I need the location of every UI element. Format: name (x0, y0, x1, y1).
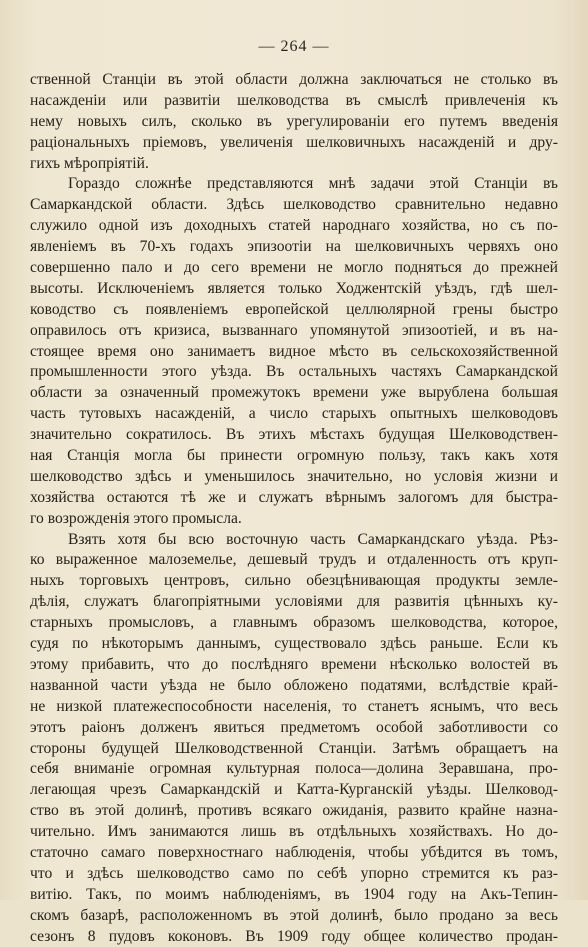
text-line: хозяйства остаются тѣ же и служатъ вѣрнымъ залогомъ для быстра- (30, 488, 558, 506)
text-line: стороны будущей Шелководственной Станціи. Затѣмъ обращаетъ на (30, 739, 558, 757)
text-line: ственной Станціи въ этой области должна заключаться не столько въ (30, 71, 558, 88)
text-line: гихъ мѣропріятій. (30, 154, 149, 172)
text-line: совершенно пало и до сего времени не могло подняться до прежней (30, 259, 558, 277)
text-line: нему новыхъ силъ, сколько въ урегулированіи его путемъ введенія (30, 112, 558, 130)
text-line: себя вниманіе огромная культурная полоса—долина Зеравшана, про- (30, 760, 558, 778)
text-line: этому прибавить, что до послѣдняго времени нѣсколько волостей въ (30, 655, 558, 673)
text-line: не низкой платежеспособности населенія, то станетъ яснымъ, что весь (30, 697, 558, 715)
text-line: шелководство здѣсь и уменьшилось значительно, но условія жизни и (30, 467, 558, 485)
text-line: чительно. Имъ занимаются лишь въ отдѣльныхъ хозяйствахъ. Но до- (30, 823, 558, 841)
text-line: витію. Такъ, по моимъ наблюденіямъ, въ 1904 году на Акъ-Тепин- (30, 885, 558, 903)
text-line: часть тутовыхъ насажденій, а число старыхъ опытныхъ шелководовъ (30, 405, 558, 423)
text-line: ство въ этой долинѣ, противъ всякаго ожиданія, развито крайне назна- (30, 802, 558, 820)
text-line: Взять хотя бы всю восточную часть Самаркандскаго уѣзда. Рѣз- (68, 530, 558, 548)
body-text (30, 70, 558, 947)
text-line: этотъ раіонъ долженъ явиться предметомъ особой заботливости со (30, 718, 558, 736)
text-line: го возрожденія этого промысла. (30, 509, 242, 527)
text-line: статочно самаго поверхностнаго наблюденія, чтобы убѣдится въ томъ, (30, 843, 558, 861)
text-line: сезонъ 8 пудовъ коконовъ. Въ 1909 году общее количество продан- (30, 927, 558, 945)
text-line: стоящее время оно занимаетъ видное мѣсто въ сельскохозяйственной (30, 342, 558, 360)
text-line: значительно сократилось. Въ этихъ мѣстахъ будущая Шелководствен- (30, 426, 558, 444)
text-line: насажденіи или развитіи шелководства въ смыслѣ привлеченія къ (30, 91, 558, 109)
text-line: Самаркандской области. Здѣсь шелководство сравнительно недавно (30, 196, 558, 214)
text-line: ко выраженное малоземелье, дешевый трудъ и отдаленность отъ круп- (30, 551, 558, 569)
text-line: дѣлія, служатъ благопріятными условіями для развитія цѣнныхъ ку- (30, 593, 558, 611)
text-line: промышленности этого уѣзда. Въ остальныхъ частяхъ Самаркандской (30, 363, 558, 381)
text-line: ная Станція могла бы принести огромную пользу, такъ какъ хотя (30, 447, 558, 465)
text-line: скомъ базарѣ, расположенномъ въ этой долинѣ, было продано за весь (30, 906, 558, 924)
text-line: оправилось отъ кризиса, вызваннаго упомянутой эпизоотіей, и въ на- (30, 321, 558, 339)
text-line: старныхъ промысловъ, а главнымъ образомъ шелководства, которое, (30, 614, 558, 632)
text-line: служило одной изъ доходныхъ статей народнаго хозяйства, но съ по- (30, 217, 558, 235)
text-line: ныхъ торговыхъ центровъ, сильно обезцѣнивающая продукты земле- (30, 572, 558, 590)
page-number: — 264 — (258, 38, 330, 55)
text-line: ководство съ появленіемъ европейской целлюлярной грены быстро (30, 300, 558, 318)
text-line: легающая чрезъ Самаркандскій и Катта-Курганскій уѣзды. Шелковод- (30, 781, 558, 799)
text-line: что и здѣсь шелководство само по себѣ упорно стремится къ раз- (30, 864, 558, 882)
text-line: явленіемъ въ 70-хъ годахъ эпизоотіи на шелковичныхъ червяхъ оно (30, 238, 558, 256)
text-line: судя по нѣкоторымъ даннымъ, существовало здѣсь раньше. Если къ (30, 635, 558, 653)
text-line: высоты. Исключеніемъ является только Ходжентскій уѣздъ, гдѣ шел- (30, 279, 558, 297)
text-line: области за означенный промежутокъ времени уже вырублена большая (30, 384, 558, 402)
text-line: названной части уѣзда не было обложено податями, вслѣдствіе край- (30, 676, 558, 694)
text-line: раціональныхъ пріемовъ, увеличенія шелковичныхъ насажденій и дру- (30, 133, 558, 151)
text-line: Гораздо сложнѣе представляются мнѣ задачи этой Станціи въ (68, 175, 558, 193)
